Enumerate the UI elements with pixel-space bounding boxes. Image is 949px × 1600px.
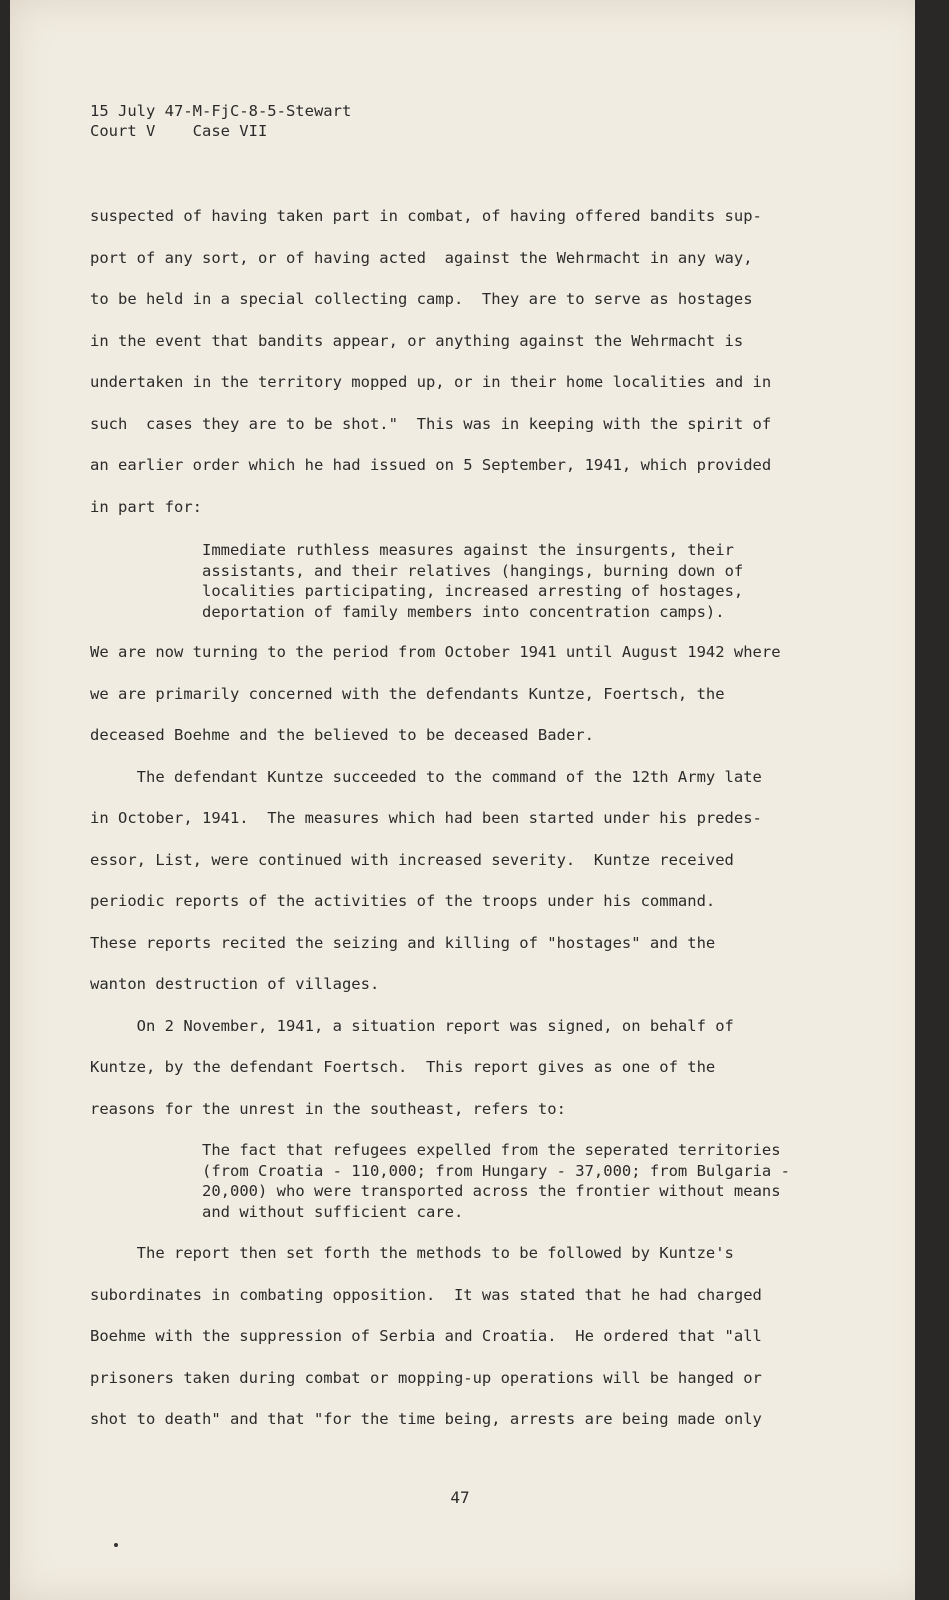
text-line: to be held in a special collecting camp. They are to serve as hostages (90, 290, 753, 308)
quote-line: (from Croatia - 110,000; from Hungary - 37,000; from Bulgaria - (202, 1161, 790, 1180)
quote-line: The fact that refugees expelled from the seperated territories (202, 1141, 781, 1159)
text-line: The report then set forth the methods to be followed by Kuntze's (90, 1244, 734, 1262)
text-line: shot to death" and that "for the time being, arrests are being made only (90, 1410, 762, 1428)
text-line: in the event that bandits appear, or anything against the Wehrmacht is (90, 331, 744, 350)
quote-line: deportation of family members into concentration camps). (202, 602, 725, 621)
text-line: subordinates in combating opposition. It was stated that he had charged (90, 1285, 762, 1304)
text-line: Kuntze, by the defendant Foertsch. This report gives as one of the (90, 1058, 716, 1076)
paragraph-block-2 (90, 632, 860, 1130)
text-line: deceased Boehme and the believed to be deceased Bader. (90, 726, 594, 744)
ink-speck (114, 1543, 118, 1547)
text-line: in October, 1941. The measures which had been started under his predes- (90, 809, 762, 827)
text-line: reasons for the unrest in the southeast, refers to: (90, 1099, 566, 1118)
text-line: in part for: (90, 497, 202, 516)
text-line: essor, List, were continued with increased severity. Kuntze received (90, 850, 734, 869)
text-line: These reports recited the seizing and killing of "hostages" and the (90, 933, 716, 952)
text-line: an earlier order which he had issued on 5 September, 1941, which provided (90, 456, 772, 474)
header-line-2: Court V Case VII (90, 122, 268, 140)
block-quote-1 (202, 540, 852, 622)
quote-line: assistants, and their relatives (hangings, burning down of (202, 561, 744, 580)
block-quote-2 (202, 1140, 852, 1222)
text-line: The defendant Kuntze succeeded to the command of the 12th Army late (90, 767, 762, 786)
text-line: wanton destruction of villages. (90, 975, 380, 993)
text-line: suspected of having taken part in combat, of having offered bandits sup- (90, 207, 762, 225)
text-line: Boehme with the suppression of Serbia and Croatia. He ordered that "all (90, 1327, 762, 1345)
text-line: We are now turning to the period from October 1941 until August 1942 where (90, 643, 781, 661)
document-page (10, 0, 932, 1600)
paragraph-block-1 (90, 196, 860, 528)
document-header (90, 101, 351, 141)
paragraph-block-3 (90, 1233, 860, 1441)
quote-line: Immediate ruthless measures against the insurgents, their (202, 541, 734, 559)
text-line: port of any sort, or of having acted against the Wehrmacht in any way, (90, 248, 753, 267)
text-line: prisoners taken during combat or mopping-up operations will be hanged or (90, 1368, 762, 1387)
header-line-1: 15 July 47-M-FjC-8-5-Stewart (90, 102, 352, 120)
quote-line: 20,000) who were transported across the frontier without means (202, 1182, 781, 1200)
text-line: we are primarily concerned with the defendants Kuntze, Foertsch, the (90, 684, 725, 703)
text-line: undertaken in the territory mopped up, or in their home localities and in (90, 373, 772, 391)
page-number: 47 (450, 1488, 470, 1507)
page-edge-shadow (915, 0, 932, 1600)
text-line: such cases they are to be shot." This was in keeping with the spirit of (90, 414, 772, 433)
quote-line: localities participating, increased arresting of hostages, (202, 582, 744, 600)
text-line: periodic reports of the activities of the troops under his command. (90, 892, 716, 910)
text-line: On 2 November, 1941, a situation report was signed, on behalf of (90, 1016, 734, 1035)
quote-line: and without sufficient care. (202, 1202, 464, 1221)
